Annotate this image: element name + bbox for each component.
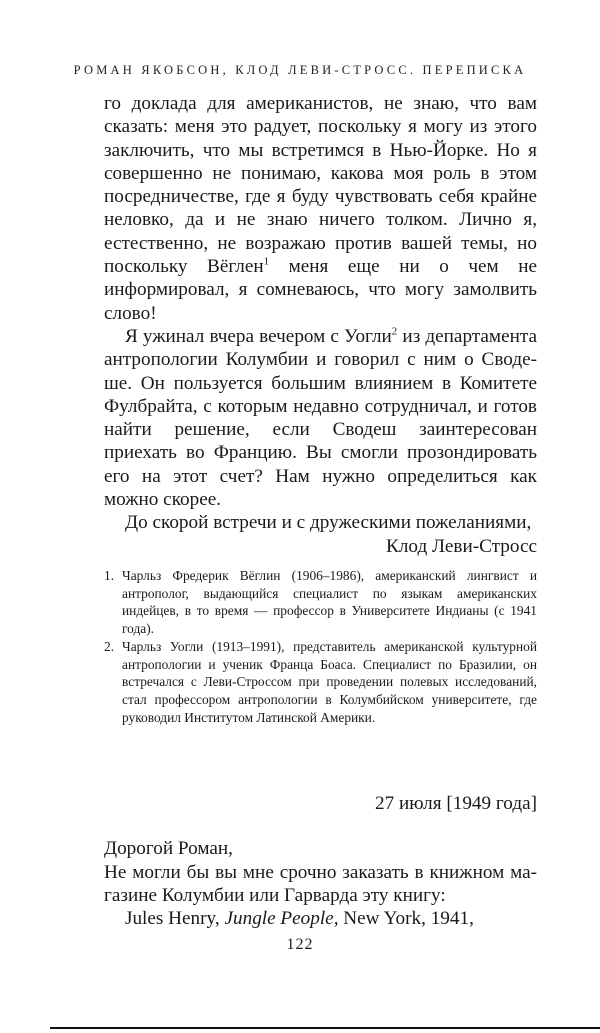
- page-number: 122: [286, 936, 314, 953]
- paragraph-2-end: из департамента антропологии Колумбии и говорил с ним о Сводеше. Он пользуется большим влиянием в Комитете Фулбрайта, с которым недавно сотрудничал, и готов найти решение, если Сводеш заинтересован приехать во Францию. Вы смогли прозондировать его на этот счет? Нам нужно определиться как можно скорее.: [104, 325, 537, 511]
- book-title: Jungle People,: [224, 908, 339, 930]
- paragraph-1-text: го доклада для американистов, не знаю, что вам сказать: меня это радует, поскольку я могу из этого заключить, что мы встретимся в Нью-Йорке. Но я совершенно не понимаю, какова моя роль в этом посредничестве, где я буду чувствовать себя крайне неловко, да и не знаю ничего толком. Лично я, естественно, не возражаю против вашей темы, но поскольку Вёглен: [104, 93, 537, 278]
- footnote-number: 1.: [104, 568, 115, 583]
- next-letter: [104, 792, 537, 930]
- footnote-number: 2.: [104, 638, 115, 654]
- closing: До скорой встречи и с дружескими пожеланиями,: [125, 512, 532, 534]
- footnote-1: [104, 567, 537, 638]
- letter-date: 27 июля [1949 года]: [375, 793, 537, 814]
- book-author: Jules Henry,: [125, 908, 225, 930]
- book-reference: [104, 907, 537, 930]
- footnote-ref-2[interactable]: 2: [391, 325, 398, 338]
- footnote-text: Чарльз Фредерик Вёглин (1906–1986), американский лингвист и антрополог, выдающийся специалист по языкам американских индейцев, в то время — профессор в Университете Индианы (с 1941 года).: [122, 568, 537, 637]
- salutation: Дорогой Роман,: [104, 838, 233, 860]
- footnote-2: [104, 638, 537, 727]
- paragraph-2: [104, 325, 537, 511]
- paragraph-1-end: меня еще ни о чем не информировал, я сомневаюсь, что могу замолвить слово!: [104, 256, 537, 324]
- letter-line: Не могли бы вы мне срочно заказать в книжном магазине Колумбии или Гарварда эту книгу:: [104, 861, 537, 906]
- footnote-ref-1[interactable]: 1: [263, 255, 270, 268]
- book-publication: New York, 1941,: [338, 908, 474, 930]
- paragraph-1: [104, 92, 537, 325]
- bottom-rule: [50, 1027, 600, 1029]
- letter-body: [104, 92, 537, 558]
- paragraph-2-start: Я ужинал вчера вечером с Уогли: [125, 325, 392, 347]
- footnote-text: Чарльз Уогли (1913–1991), представитель американской культурной антропологии и ученик Франца Боаса. Специалист по Бразилии, он встречался с Леви-Строссом при проведении полевых исследований, стал профессором антропологии в Колумбийском университете, где руководил Институтом Латинской Америки.: [122, 638, 537, 725]
- signature: Клод Леви-Стросс: [386, 535, 537, 557]
- running-header: РОМАН ЯКОБСОН, КЛОД ЛЕВИ-СТРОСС. ПЕРЕПИСКА: [73, 63, 527, 77]
- footnotes: [104, 567, 537, 726]
